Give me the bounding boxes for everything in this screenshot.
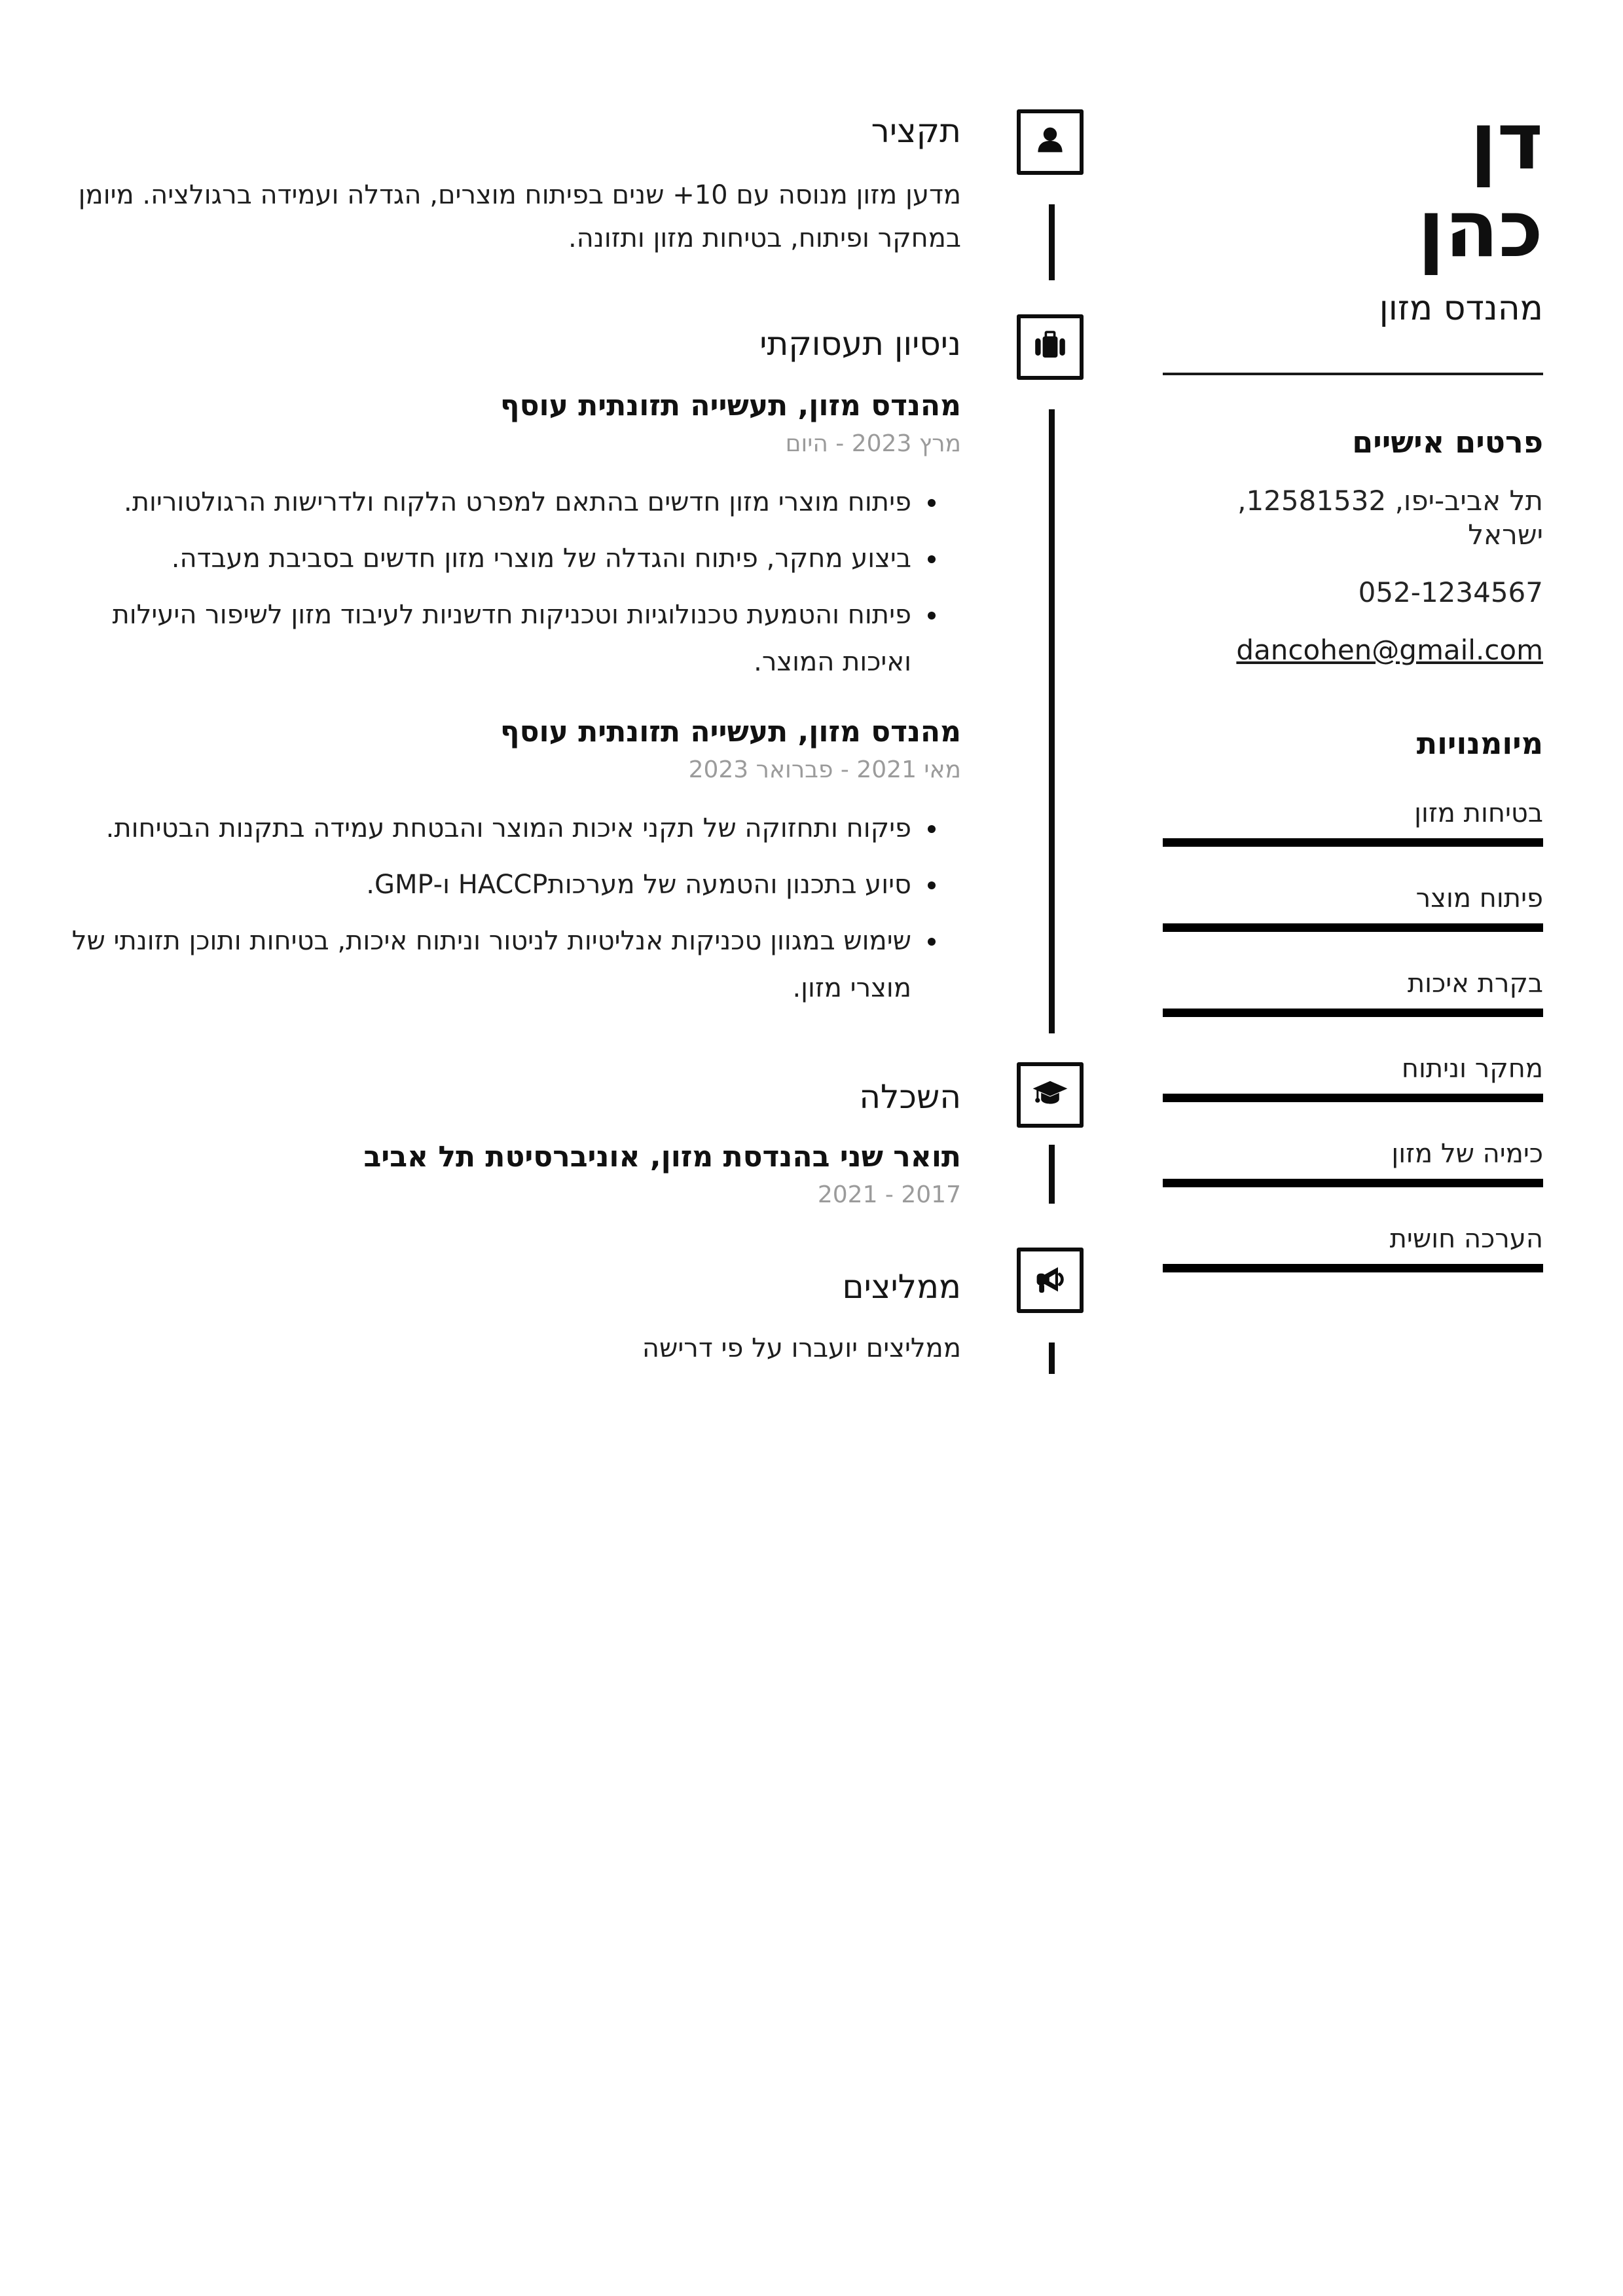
references-text: ממליצים יועברו על פי דרישה bbox=[642, 1333, 961, 1363]
job-bullet: • סיוע בתכנון והטמעה של מערכותHACCP ו-GMP. bbox=[71, 861, 915, 908]
education-icon-frame bbox=[1017, 1062, 1084, 1128]
skill-label: כימיה של מזון bbox=[1391, 1139, 1543, 1169]
first-name: דן bbox=[1470, 96, 1543, 187]
skill-bar bbox=[1163, 838, 1543, 847]
summary-section bbox=[71, 111, 961, 260]
job-entry bbox=[71, 388, 961, 686]
job-dates: מאי 2021 - פברואר 2023 bbox=[688, 756, 961, 783]
job-bullet: • פיתוח והטמעת טכנולוגיות וטכניקות חדשניות לעיבוד מזון לשיפור היעילות ואיכות המוצר. bbox=[71, 591, 915, 686]
timeline-connector bbox=[1049, 409, 1055, 1033]
skill-item bbox=[1163, 1223, 1543, 1272]
contact-phone: 052-1234567 bbox=[1358, 576, 1543, 608]
references-heading: ממליצים bbox=[842, 1268, 961, 1306]
experience-heading: ניסיון תעסוקתי bbox=[759, 325, 961, 363]
summary-heading: תקציר bbox=[871, 112, 961, 150]
references-icon-frame bbox=[1017, 1248, 1084, 1313]
summary-icon-frame bbox=[1017, 109, 1084, 175]
job-dates: מרץ 2023 - היום bbox=[785, 430, 961, 457]
skill-item bbox=[1163, 883, 1543, 932]
email-link[interactable]: dancohen@gmail.com bbox=[1236, 634, 1543, 666]
education-heading: השכלה bbox=[859, 1078, 961, 1116]
skill-item bbox=[1163, 1053, 1543, 1102]
skill-bar bbox=[1163, 1009, 1543, 1017]
skill-item bbox=[1163, 798, 1543, 847]
skill-bar bbox=[1163, 923, 1543, 932]
skill-label: מחקר וניתוח bbox=[1401, 1054, 1543, 1084]
skill-bar bbox=[1163, 1179, 1543, 1187]
job-bullet: • ביצוע מחקר, פיתוח והגדלה של מוצרי מזון חדשים בסביבת מעבדה. bbox=[71, 535, 915, 582]
skill-bar bbox=[1163, 1094, 1543, 1102]
megaphone-icon bbox=[1030, 1259, 1070, 1301]
skill-label: בקרת איכות bbox=[1407, 969, 1543, 999]
briefcase-icon bbox=[1030, 326, 1070, 368]
skill-item bbox=[1163, 1138, 1543, 1187]
job-bullet: • שימוש במגוון טכניקות אנליטיות לניטור וניתוח איכות, בטיחות ותוכן תזונתי של מוצרי מזון. bbox=[71, 917, 915, 1012]
job-bullet-list bbox=[71, 479, 961, 686]
experience-section bbox=[71, 324, 961, 1021]
skill-label: בטיחות מזון bbox=[1414, 798, 1543, 828]
skills-heading: מיומנויות bbox=[1416, 726, 1543, 761]
sidebar bbox=[1163, 98, 1543, 1272]
timeline-connector bbox=[1049, 1342, 1055, 1374]
references-section bbox=[71, 1267, 961, 1365]
skill-label: הערכה חושית bbox=[1389, 1224, 1543, 1254]
header-divider bbox=[1163, 373, 1543, 375]
education-dates: 2017 - 2021 bbox=[817, 1181, 961, 1208]
last-name: כהן bbox=[1417, 184, 1543, 275]
degree-line: תואר שני בהנדסת מזון, אוניברסיטת תל אביב bbox=[363, 1140, 961, 1174]
contact-heading: פרטים אישיים bbox=[1352, 424, 1543, 460]
job-bullet: • פיקוח ותחזוקה של תקני איכות המוצר והבטחת עמידה בתקנות הבטיחות. bbox=[71, 805, 915, 852]
person-icon bbox=[1030, 121, 1070, 163]
job-title-line: מהנדס מזון, תעשייה תזונתית עוסף bbox=[500, 389, 961, 422]
job-bullet: • פיתוח מוצרי מזון חדשים בהתאם למפרט הלקוח ולדרישות הרגולטוריות. bbox=[71, 479, 915, 526]
experience-icon-frame bbox=[1017, 314, 1084, 380]
contact-email bbox=[1163, 633, 1543, 667]
timeline-connector bbox=[1049, 204, 1055, 280]
education-section bbox=[71, 1077, 961, 1210]
job-title-line: מהנדס מזון, תעשייה תזונתית עוסף bbox=[500, 715, 961, 749]
timeline-connector bbox=[1049, 1145, 1055, 1204]
job-entry bbox=[71, 714, 961, 1012]
skill-bar bbox=[1163, 1264, 1543, 1272]
graduation-cap-icon bbox=[1030, 1074, 1070, 1116]
contact-address: תל אביב-יפו, 12581532, ישראל bbox=[1237, 485, 1543, 551]
skill-item bbox=[1163, 968, 1543, 1017]
job-bullet-list bbox=[71, 805, 961, 1012]
summary-text: מדען מזון מנוסה עם 10+ שנים בפיתוח מוצרים, הגדלה ועמידה ברגולציה. מיומן במחקר ופיתוח, בטיחות מזון ותזונה. bbox=[78, 180, 961, 253]
skill-label: פיתוח מוצר bbox=[1415, 883, 1543, 914]
job-title: מהנדס מזון bbox=[1379, 289, 1543, 328]
